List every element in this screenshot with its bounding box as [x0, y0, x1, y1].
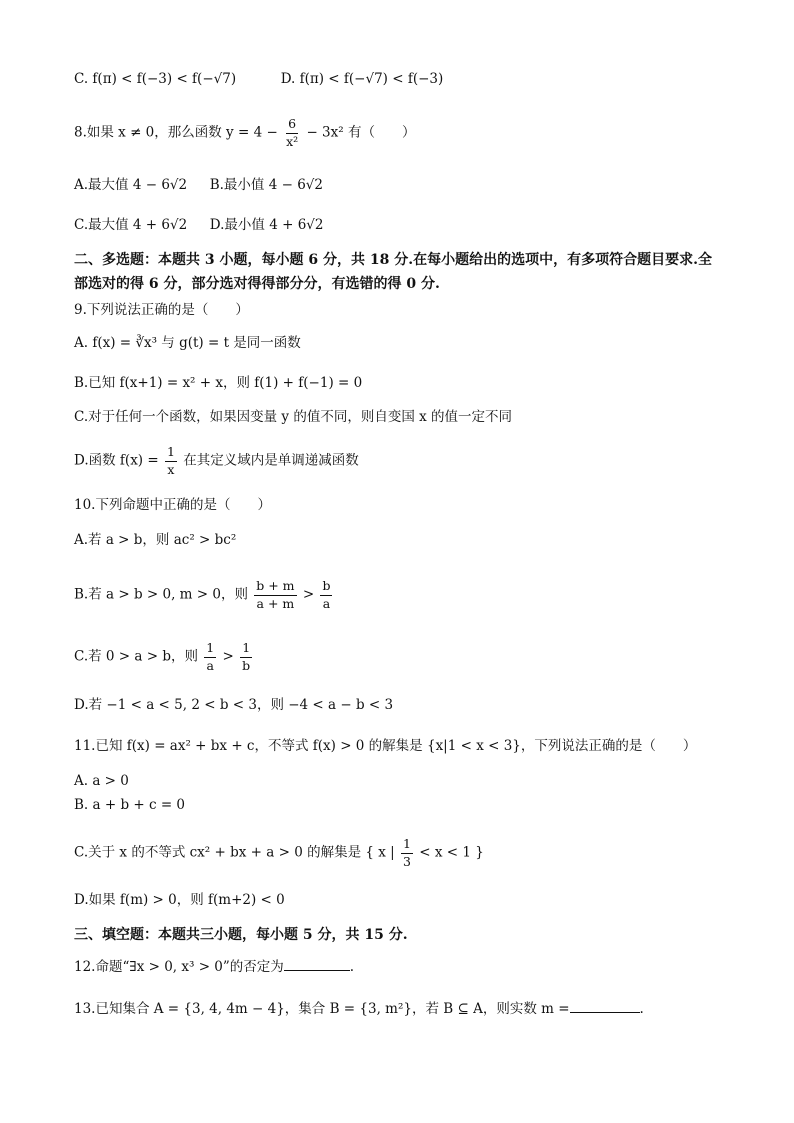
- q10-option-b-gt: >: [302, 586, 315, 603]
- q12-stem-text: 12.命题“∃x > 0, x³ > 0”的否定为: [74, 959, 284, 975]
- q10-option-b-fraction-1: [254, 580, 296, 610]
- q11-stem: 11.已知 f(x) = ax² + bx + c，不等式 f(x) > 0 的解集是 {x|1 < x < 3}，下列说法正确的是（ ）: [74, 738, 697, 754]
- q8-stem-part-b: − 3x² 有（ ）: [306, 124, 416, 141]
- q10-option-b-denominator-1: a + m: [256, 595, 295, 611]
- q10-option-c-numerator-2: 1: [240, 642, 252, 658]
- q13-answer-blank[interactable]: [570, 998, 640, 1013]
- q13-stem: [74, 998, 744, 1020]
- q11-option-d: D.如果 f(m) > 0，则 f(m+2) < 0: [74, 892, 285, 908]
- q8-stem-part-a: 8.如果 x ≠ 0，那么函数 y = 4 −: [74, 124, 278, 141]
- q10-option-b: [74, 580, 744, 610]
- q8-stem: [74, 118, 744, 148]
- q9-option-d-fraction: [165, 446, 177, 476]
- q11-option-c-numerator: 1: [401, 838, 413, 854]
- section-2-heading: 二、多选题：本题共 3 小题，每小题 6 分，共 18 分.在每小题给出的选项中，有多项符合题目要求.全部选对的得 6 分，部分选对得得部分分，有选错的得 0 分.: [74, 252, 712, 292]
- q8-fraction-denominator: x²: [286, 133, 299, 149]
- q8-options-cd: [74, 214, 744, 236]
- q10-option-c-numerator-1: 1: [204, 642, 216, 658]
- q10-option-c-gt: >: [222, 648, 234, 665]
- q10-stem: 10.下列命题中正确的是（ ）: [74, 497, 271, 513]
- q11-option-a: A. a > 0: [74, 773, 129, 789]
- q13-stem-text: 13.已知集合 A = {3, 4, 4m − 4}，集合 B = {3, m²}，若 B ⊆ A，则实数 m =: [74, 1001, 570, 1017]
- q7-options-cd: [74, 68, 744, 90]
- q8-fraction: [284, 118, 300, 148]
- q9-stem: 9.下列说法正确的是（ ）: [74, 302, 249, 318]
- q8-option-a: A.最大值 4 − 6√2: [74, 177, 188, 193]
- q10-option-b-fraction-2: [320, 580, 332, 610]
- q11-option-c-fraction: [401, 838, 413, 868]
- q9-option-d-denominator: x: [167, 461, 175, 477]
- q7-option-c: C. f(π) < f(−3) < f(−√7): [74, 71, 237, 87]
- q10-option-c-part-a: C.若 0 > a > b，则: [74, 648, 198, 665]
- q11-option-c-set-open: { x |: [365, 844, 395, 861]
- q10-option-b-part-a: B.若 a > b > 0, m > 0，则: [74, 586, 248, 603]
- q11-option-c-part-a: C.关于 x 的不等式 cx² + bx + a > 0 的解集是: [74, 844, 362, 861]
- q9-option-d-part-a: D.函数 f(x) =: [74, 452, 159, 469]
- q10-option-b-numerator-2: b: [320, 580, 332, 596]
- q7-option-d: D. f(π) < f(−√7) < f(−3): [280, 71, 444, 87]
- q10-option-c-denominator-1: a: [206, 657, 214, 673]
- q10-option-c: [74, 642, 744, 672]
- q11-option-c: [74, 838, 744, 868]
- q12-answer-blank[interactable]: [284, 956, 350, 971]
- q9-option-c: C.对于任何一个函数，如果因变量 y 的值不同，则自变国 x 的值一定不同: [74, 409, 513, 425]
- q9-option-b: B.已知 f(x+1) = x² + x，则 f(1) + f(−1) = 0: [74, 375, 363, 391]
- q8-fraction-numerator: 6: [286, 118, 298, 134]
- q8-option-d: D.最小值 4 + 6√2: [209, 217, 324, 233]
- section-3-heading: 三、填空题：本题共三小题，每小题 5 分，共 15 分.: [74, 927, 408, 943]
- q11-option-c-set-close: < x < 1 }: [419, 844, 484, 861]
- q10-option-c-fraction-1: [204, 642, 216, 672]
- q10-option-b-numerator-1: b + m: [254, 580, 296, 596]
- q9-option-d-numerator: 1: [165, 446, 177, 462]
- q10-option-a: A.若 a > b，则 ac² > bc²: [74, 532, 237, 548]
- q9-option-a: A. f(x) = ∛x³ 与 g(t) = t 是同一函数: [74, 335, 301, 351]
- q11-option-b: B. a + b + c = 0: [74, 797, 186, 813]
- q8-options-ab: [74, 174, 744, 196]
- q8-option-c: C.最大值 4 + 6√2: [74, 217, 188, 233]
- q8-option-b: B.最小值 4 − 6√2: [209, 177, 323, 193]
- q9-option-d-part-b: 在其定义域内是单调递减函数: [183, 452, 359, 469]
- q9-option-d: [74, 446, 744, 476]
- q13-stem-period: .: [639, 1001, 644, 1017]
- q10-option-c-fraction-2: [240, 642, 252, 672]
- q10-option-b-denominator-2: a: [322, 595, 331, 611]
- q10-option-d: D.若 −1 < a < 5, 2 < b < 3，则 −4 < a − b < 3: [74, 697, 394, 713]
- q11-option-c-denominator: 3: [403, 853, 411, 869]
- q12-stem: [74, 956, 744, 978]
- q12-stem-period: .: [349, 959, 355, 975]
- q10-option-c-denominator-2: b: [242, 657, 251, 673]
